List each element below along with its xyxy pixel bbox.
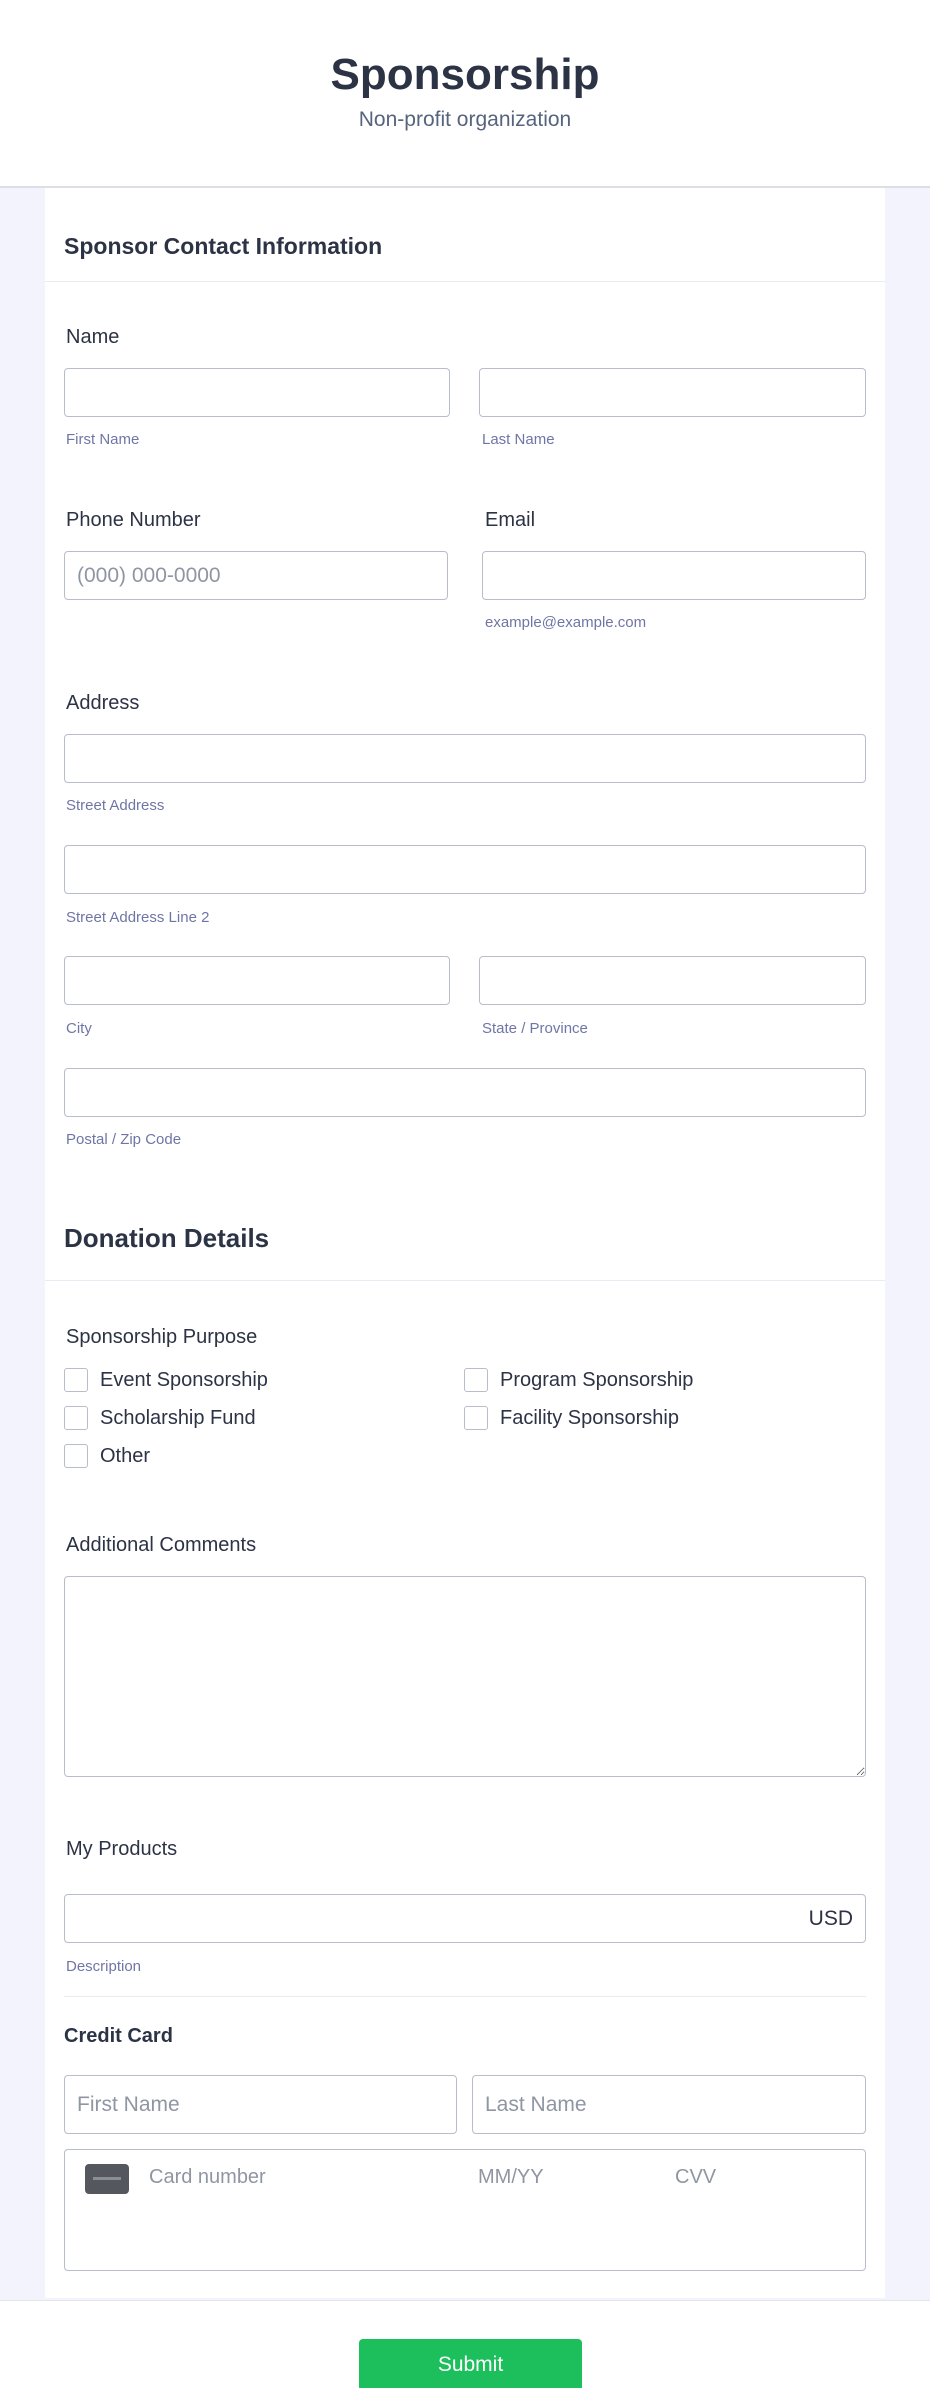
currency-label: USD: [808, 1907, 853, 1930]
street-address-input[interactable]: [64, 734, 866, 783]
street-address-sublabel: Street Address: [66, 797, 165, 814]
checkbox-scholarship-fund[interactable]: [64, 1406, 256, 1430]
cvv-field[interactable]: CVV: [675, 2166, 717, 2188]
purpose-label: Sponsorship Purpose: [66, 1326, 258, 1348]
form-footer: [0, 2300, 930, 2388]
address-label: Address: [66, 692, 140, 714]
cc-first-name-input[interactable]: [64, 2075, 457, 2134]
checkbox-box[interactable]: [464, 1368, 488, 1392]
phone-input[interactable]: [64, 551, 448, 600]
products-sublabel: Description: [66, 1958, 142, 1975]
checkbox-program-sponsorship[interactable]: [464, 1368, 693, 1392]
state-sublabel: State / Province: [482, 1020, 588, 1037]
state-input[interactable]: [479, 956, 866, 1005]
email-sublabel: example@example.com: [485, 614, 647, 631]
checkbox-label: Other: [100, 1444, 151, 1467]
products-divider: [64, 1996, 866, 1997]
card-details-box[interactable]: [64, 2149, 866, 2271]
checkbox-label: Program Sponsorship: [500, 1368, 694, 1391]
first-name-input[interactable]: [64, 368, 450, 417]
contact-section-title: Sponsor Contact Information: [64, 233, 383, 259]
expiry-field[interactable]: MM/YY: [478, 2166, 544, 2188]
form-header: [0, 0, 930, 188]
phone-label: Phone Number: [66, 509, 201, 531]
credit-card-icon: [85, 2164, 129, 2194]
donation-section-title: Donation Details: [64, 1223, 270, 1253]
city-input[interactable]: [64, 956, 450, 1005]
checkbox-box[interactable]: [64, 1406, 88, 1430]
product-amount-field[interactable]: [64, 1894, 866, 1943]
checkbox-facility-sponsorship[interactable]: [464, 1406, 679, 1430]
section-divider: [45, 1280, 885, 1281]
email-label: Email: [485, 509, 536, 531]
credit-card-title: Credit Card: [64, 2025, 173, 2047]
street-address-2-sublabel: Street Address Line 2: [66, 909, 210, 926]
comments-label: Additional Comments: [66, 1534, 257, 1556]
submit-button[interactable]: Submit: [359, 2339, 582, 2388]
city-sublabel: City: [66, 1020, 92, 1037]
last-name-sublabel: Last Name: [482, 431, 555, 448]
products-label: My Products: [66, 1838, 178, 1860]
name-label: Name: [66, 326, 120, 348]
checkbox-box[interactable]: [64, 1368, 88, 1392]
cc-last-name-input[interactable]: [472, 2075, 866, 2134]
email-input[interactable]: [482, 551, 866, 600]
card-number-field[interactable]: Card number: [149, 2166, 266, 2188]
checkbox-box[interactable]: [464, 1406, 488, 1430]
checkbox-label: Facility Sponsorship: [500, 1406, 679, 1429]
page-subtitle: Non-profit organization: [358, 108, 572, 131]
checkbox-label: Event Sponsorship: [100, 1368, 268, 1391]
checkbox-label: Scholarship Fund: [100, 1406, 256, 1429]
last-name-input[interactable]: [479, 368, 866, 417]
street-address-2-input[interactable]: [64, 845, 866, 894]
first-name-sublabel: First Name: [66, 431, 140, 448]
checkbox-event-sponsorship[interactable]: [64, 1368, 268, 1392]
zip-sublabel: Postal / Zip Code: [66, 1131, 182, 1148]
checkbox-box[interactable]: [64, 1444, 88, 1468]
page-title: Sponsorship: [330, 50, 600, 99]
checkbox-other[interactable]: [64, 1444, 150, 1468]
comments-textarea[interactable]: [64, 1576, 866, 1777]
section-divider: [45, 281, 885, 282]
zip-input[interactable]: [64, 1068, 866, 1117]
